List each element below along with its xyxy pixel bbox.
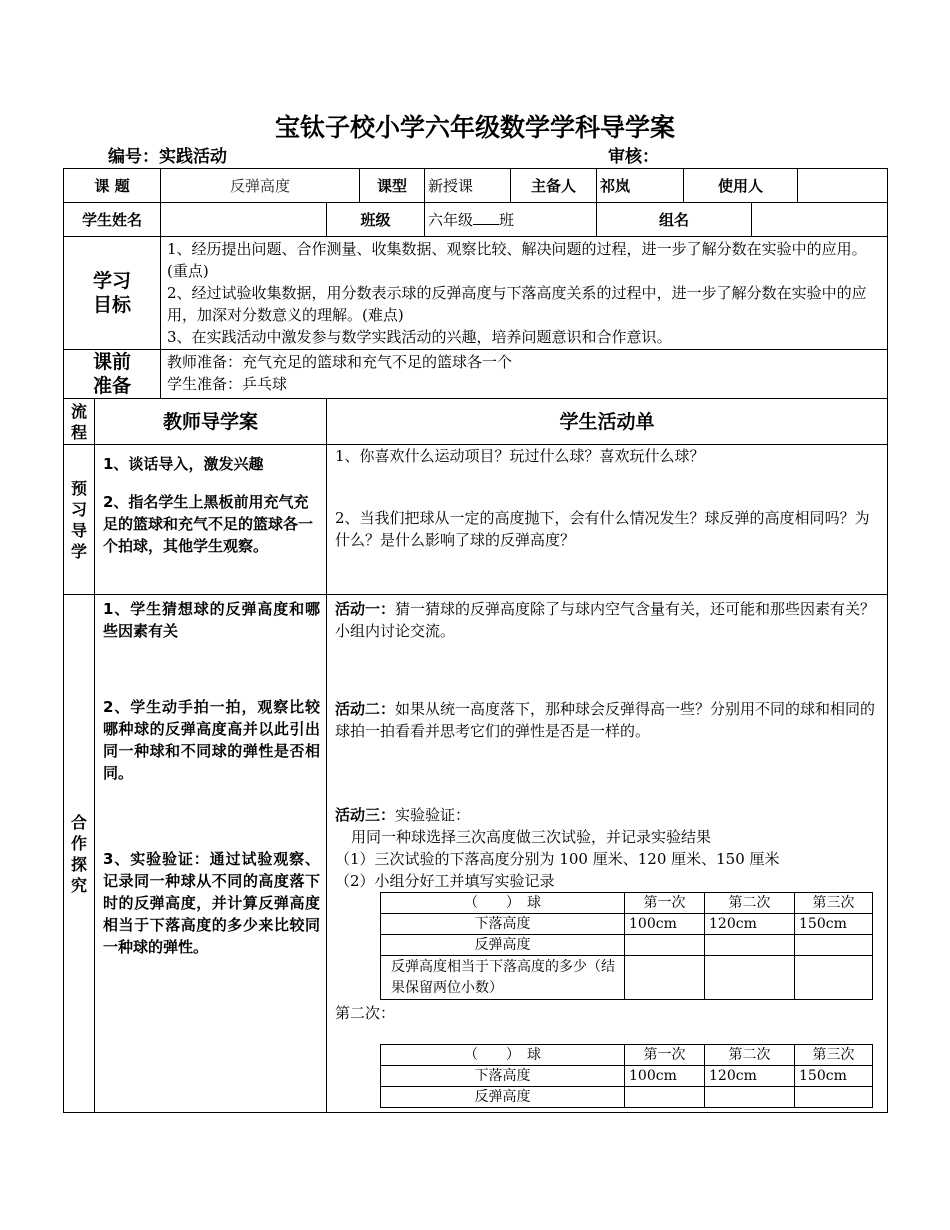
exp2-bounce-3[interactable] bbox=[795, 1087, 873, 1108]
user-value[interactable] bbox=[798, 169, 888, 203]
class-value[interactable] bbox=[425, 203, 597, 237]
activity-2-text: 如果从统一高度落下，那种球会反弹得高一些？分别用不同的球和相同的球拍一拍看看并思考它们的弹性是否是一样的。 bbox=[335, 700, 876, 740]
prep-teacher: 教师准备：充气充足的篮球和充气不足的篮球各一个 bbox=[167, 353, 513, 371]
exp2-bounce-label: 反弹高度 bbox=[381, 1087, 625, 1108]
exp1-ratio-row bbox=[381, 956, 873, 1000]
explore-label-char: 作 bbox=[70, 833, 87, 853]
prep-label-2: 准备 bbox=[93, 375, 132, 397]
explore-label-char: 合 bbox=[70, 812, 87, 832]
activity-2 bbox=[335, 698, 881, 742]
row-preview bbox=[64, 445, 888, 595]
exp2-bounce-1[interactable] bbox=[625, 1087, 705, 1108]
activity-3-lead: 活动三： bbox=[335, 806, 396, 824]
explore-teacher-3: 3、实验验证：通过试验观察、记录同一种球从不同的高度落下时的反弹高度，并计算反弹高度相当于下落高度的多少来比较同一种球的弹性。 bbox=[103, 850, 321, 956]
preview-label-char: 习 bbox=[70, 499, 87, 519]
activity-3-title: 实验验证： bbox=[395, 806, 471, 824]
explore-label bbox=[64, 595, 95, 1113]
exp1-ratio-label: 反弹高度相当于下落高度的多少（结果保留两位小数） bbox=[381, 956, 625, 1000]
activity-1 bbox=[335, 598, 881, 642]
activity-3-line1: 用同一种球选择三次高度做三次试验，并记录实验结果 bbox=[351, 828, 712, 846]
student-name-value[interactable] bbox=[161, 203, 327, 237]
row-student bbox=[64, 203, 888, 237]
experiment-table-1 bbox=[380, 892, 873, 1000]
activity-1-text: 猜一猜球的反弹高度除了与球内空气含量有关，还可能和那些因素有关？小组内讨论交流。 bbox=[335, 600, 876, 640]
row-topic bbox=[64, 169, 888, 203]
exp2-drop-3: 150cm bbox=[795, 1066, 873, 1087]
row-goals bbox=[64, 237, 888, 350]
exp1-ratio-2[interactable] bbox=[705, 956, 795, 1000]
activity-3-line2: （1）三次试验的下落高度分别为 100 厘米、120 厘米、150 厘米 bbox=[335, 850, 780, 868]
exp1-bounce-label: 反弹高度 bbox=[381, 935, 625, 956]
flow-label bbox=[64, 399, 95, 445]
number-label: 编号：实践活动 bbox=[108, 147, 227, 167]
exp2-header-row bbox=[381, 1045, 873, 1066]
exp1-bounce-1[interactable] bbox=[625, 935, 705, 956]
type-value[interactable]: 新授课 bbox=[425, 169, 511, 203]
class-blank[interactable] bbox=[473, 210, 499, 225]
prep-student: 学生准备：乒乓球 bbox=[167, 375, 288, 393]
student-name-label: 学生姓名 bbox=[64, 203, 161, 237]
exp2-bounce-2[interactable] bbox=[705, 1087, 795, 1108]
class-label: 班级 bbox=[327, 203, 425, 237]
exp1-drop-1: 100cm bbox=[625, 914, 705, 935]
preview-student-1: 1、你喜欢什么运动项目？玩过什么球？喜欢玩什么球？ bbox=[335, 447, 705, 465]
teacher-col-header: 教师导学案 bbox=[95, 399, 327, 445]
preparer-value[interactable]: 祁岚 bbox=[597, 169, 684, 203]
exp2-drop-2: 120cm bbox=[705, 1066, 795, 1087]
exp2-drop-1: 100cm bbox=[625, 1066, 705, 1087]
guide-table bbox=[63, 168, 888, 1113]
group-label: 组名 bbox=[597, 203, 752, 237]
exp1-ratio-3[interactable] bbox=[795, 956, 873, 1000]
prep-content bbox=[161, 350, 888, 399]
student-col-header: 学生活动单 bbox=[327, 399, 888, 445]
exp1-col-3: 第三次 bbox=[795, 893, 873, 914]
exp1-drop-label: 下落高度 bbox=[381, 914, 625, 935]
activity-3-line3: （2）小组分好工并填写实验记录 bbox=[335, 872, 555, 890]
exp1-drop-3: 150cm bbox=[795, 914, 873, 935]
explore-teacher bbox=[95, 595, 327, 1113]
explore-teacher-1: 1、学生猜想球的反弹高度和哪些因素有关 bbox=[103, 600, 321, 640]
goals-label-2: 目标 bbox=[93, 294, 132, 316]
page-title: 宝钛子校小学六年级数学学科导学案 bbox=[274, 113, 675, 142]
exp2-drop-row bbox=[381, 1066, 873, 1087]
explore-label-char: 探 bbox=[70, 854, 87, 874]
type-label: 课型 bbox=[360, 169, 425, 203]
preview-teacher-2: 2、指名学生上黑板前用充气充足的篮球和充气不足的篮球各一个拍球，其他学生观察。 bbox=[103, 493, 314, 555]
exp2-bounce-row bbox=[381, 1087, 873, 1108]
goals-content bbox=[161, 237, 888, 350]
row-explore bbox=[64, 595, 888, 1113]
topic-value[interactable]: 反弹高度 bbox=[161, 169, 360, 203]
second-label: 第二次： bbox=[335, 1004, 396, 1022]
class-prefix: 六年级 bbox=[428, 210, 474, 229]
flow-label-1: 流 bbox=[70, 401, 87, 421]
exp1-header-row bbox=[381, 893, 873, 914]
exp1-bounce-3[interactable] bbox=[795, 935, 873, 956]
row-prep bbox=[64, 350, 888, 399]
user-label: 使用人 bbox=[684, 169, 798, 203]
goal-item: 1、经历提出问题、合作测量、收集数据、观察比较、解决问题的过程，进一步了解分数在实验中的应用。(重点) bbox=[167, 240, 867, 280]
exp1-bounce-2[interactable] bbox=[705, 935, 795, 956]
preparer-label: 主备人 bbox=[511, 169, 597, 203]
topic-label: 课 题 bbox=[64, 169, 161, 203]
explore-student bbox=[327, 595, 888, 1113]
exp1-col-2: 第二次 bbox=[705, 893, 795, 914]
preview-student-2: 2、当我们把球从一定的高度抛下，会有什么情况发生？球反弹的高度相同吗？为什么？是什么影响了球的反弹高度？ bbox=[335, 509, 870, 549]
explore-label-char: 究 bbox=[70, 875, 87, 895]
exp1-bounce-row bbox=[381, 935, 873, 956]
class-suffix: 班 bbox=[499, 210, 515, 229]
prep-label bbox=[64, 350, 161, 399]
experiment-table-2 bbox=[380, 1044, 873, 1108]
goal-item: 3、在实践活动中激发参与数学实践活动的兴趣，培养问题意识和合作意识。 bbox=[167, 328, 672, 346]
flow-label-2: 程 bbox=[70, 422, 87, 442]
preview-student bbox=[327, 445, 888, 595]
exp1-ball-header: （ ） 球 bbox=[381, 893, 625, 914]
preview-label-char: 预 bbox=[70, 478, 87, 498]
goal-item: 2、经过试验收集数据，用分数表示球的反弹高度与下落高度关系的过程中，进一步了解分数在实验中的应用，加深对分数意义的理解。(难点) bbox=[167, 284, 867, 324]
preview-label bbox=[64, 445, 95, 595]
activity-3 bbox=[335, 804, 881, 826]
review-label: 审核： bbox=[608, 147, 659, 167]
preview-teacher-1: 1、谈话导入，激发兴趣 bbox=[103, 455, 264, 473]
goals-label-1: 学习 bbox=[93, 270, 132, 292]
exp2-col-3: 第三次 bbox=[795, 1045, 873, 1066]
activity-1-lead: 活动一： bbox=[335, 600, 396, 618]
goals-label bbox=[64, 237, 161, 350]
exp2-drop-label: 下落高度 bbox=[381, 1066, 625, 1087]
explore-teacher-2: 2、学生动手拍一拍，观察比较哪种球的反弹高度高并以此引出同一种球和不同球的弹性是否相同。 bbox=[103, 698, 321, 782]
row-flow-header bbox=[64, 399, 888, 445]
exp2-ball-header: （ ） 球 bbox=[381, 1045, 625, 1066]
preview-teacher bbox=[95, 445, 327, 595]
preview-label-char: 导 bbox=[70, 520, 87, 540]
exp1-col-1: 第一次 bbox=[625, 893, 705, 914]
exp1-drop-row bbox=[381, 914, 873, 935]
preview-label-char: 学 bbox=[70, 541, 87, 561]
exp2-col-2: 第二次 bbox=[705, 1045, 795, 1066]
activity-2-lead: 活动二： bbox=[335, 700, 396, 718]
exp1-drop-2: 120cm bbox=[705, 914, 795, 935]
exp1-ratio-1[interactable] bbox=[625, 956, 705, 1000]
group-value[interactable] bbox=[752, 203, 888, 237]
prep-label-1: 课前 bbox=[93, 351, 132, 373]
exp2-col-1: 第一次 bbox=[625, 1045, 705, 1066]
